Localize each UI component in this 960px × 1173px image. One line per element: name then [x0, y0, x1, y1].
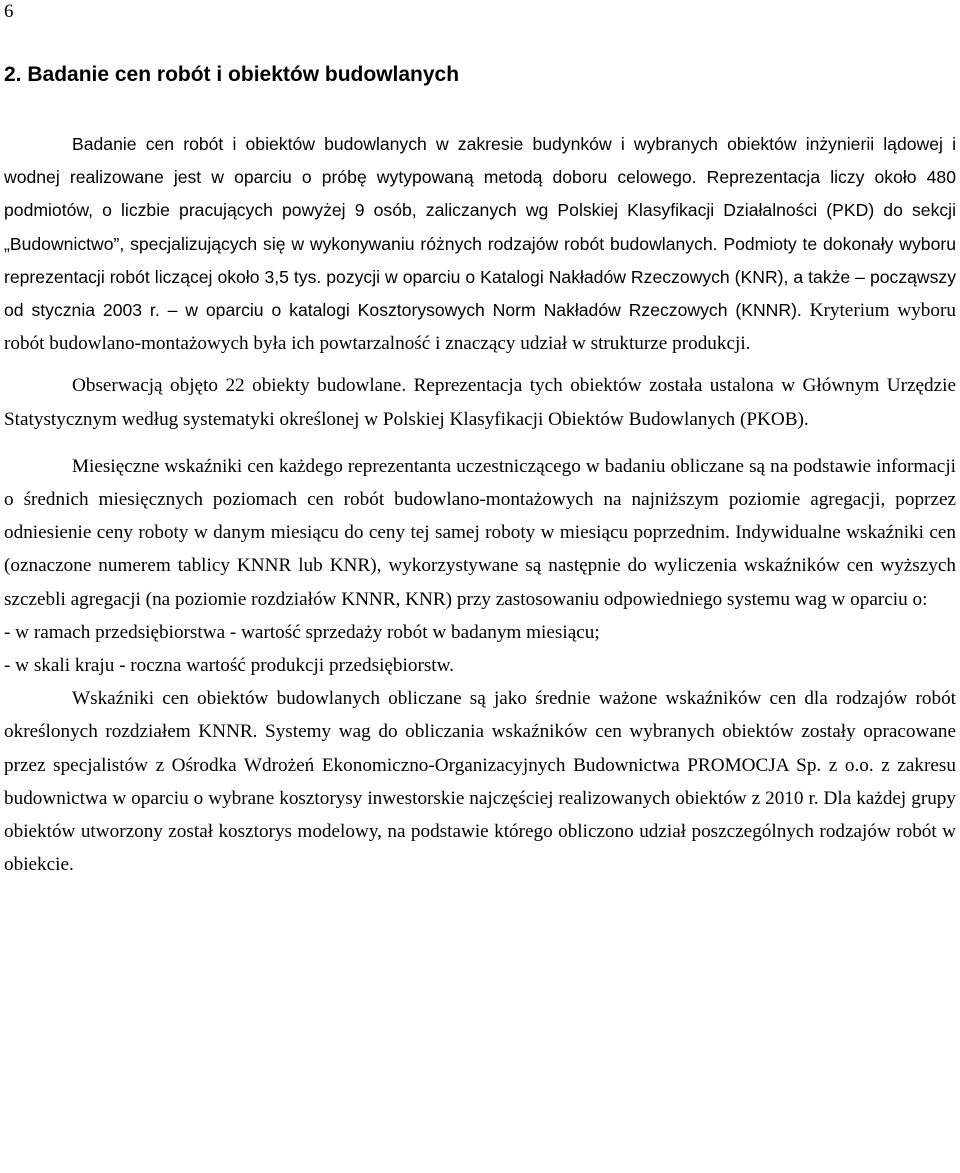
body-text [4, 128, 956, 890]
paragraph-methodology-serif: Kryterium wyboru robót budowlano-montażowych była ich powtarzalność i znaczący udział w strukturze produkcji. [4, 300, 956, 355]
paragraph-methodology-sans: Badanie cen robót i obiektów budowlanych w zakresie budynków i wybranych obiektów inżynierii lądowej i wodnej realizowane jest w oparciu o próbę wytypowaną metodą doboru celowego. Reprezentacja liczy około 480 podmiotów, o liczbie pracujących powyżej 9 osób, zaliczanych wg Polskiej Klasyfikacji Działalności (PKD) do sekcji „Budownictwo”, specjalizujących się w wykonywaniu różnych rodzajów robót budowlanych. Podmioty te dokonały wyboru reprezentacji robót liczącej około 3,5 tys. pozycji w oparciu o Katalogi Nakładów Rzeczowych (KNR), a także – począwszy od stycznia 2003 r. – w oparciu o katalogi Kosztorysowych Norm Nakładów Rzeczowych (KNNR). [4, 134, 956, 321]
page-number: 6 [4, 1, 14, 22]
paragraph-objects: Obserwacją objęto 22 obiekty budowlane. Reprezentacja tych obiektów została ustalona w Głównym Urzędzie Statystycznym według systematyki określonej w Polskiej Klasyfikacji Obiektów Budowlanych (PKOB). [4, 375, 956, 430]
paragraph-indices: Miesięczne wskaźniki cen każdego reprezentanta uczestniczącego w badaniu obliczane są na podstawie informacji o średnich miesięcznych poziomach cen robót budowlano-montażowych na najniższym poziomie agregacji, poprzez odniesienie ceny roboty w danym miesiącu do ceny tej samej roboty w miesiącu poprzednim. Indywidualne wskaźniki cen (oznaczone numerem tablicy KNNR lub KNR), wykorzystywane są następnie do wyliczenia wskaźników cen wyższych szczebli agregacji (na poziomie rozdziałów KNNR, KNR) przy zastosowaniu odpowiedniego systemu wag w oparciu o: [4, 455, 956, 610]
list-item: - w skali kraju - roczna wartość produkcji przedsiębiorstw. [4, 655, 455, 677]
section-heading: 2. Badanie cen robót i obiektów budowlanych [4, 63, 460, 86]
paragraph-building-indices: Wskaźniki cen obiektów budowlanych obliczane są jako średnie ważone wskaźników cen dla rodzajów robót określonych rozdziałem KNNR. Systemy wag do obliczania wskaźników cen wybranych obiektów zostały opracowane przez specjalistów z Ośrodka Wdrożeń Ekonomiczno-Organizacyjnych Budownictwa PROMOCJA Sp. z o.o. z zakresu budownictwa w oparciu o wybrane kosztorysy inwestorskie najczęściej realizowanych obiektów z 2010 r. Dla każdej grupy obiektów utworzony został kosztorys modelowy, na podstawie którego obliczono udział poszczególnych rodzajów robót w obiekcie. [4, 688, 956, 876]
paragraph-methodology [4, 128, 956, 360]
list-item: - w ramach przedsiębiorstwa - wartość sprzedaży robót w badanym miesiącu; [4, 621, 600, 643]
